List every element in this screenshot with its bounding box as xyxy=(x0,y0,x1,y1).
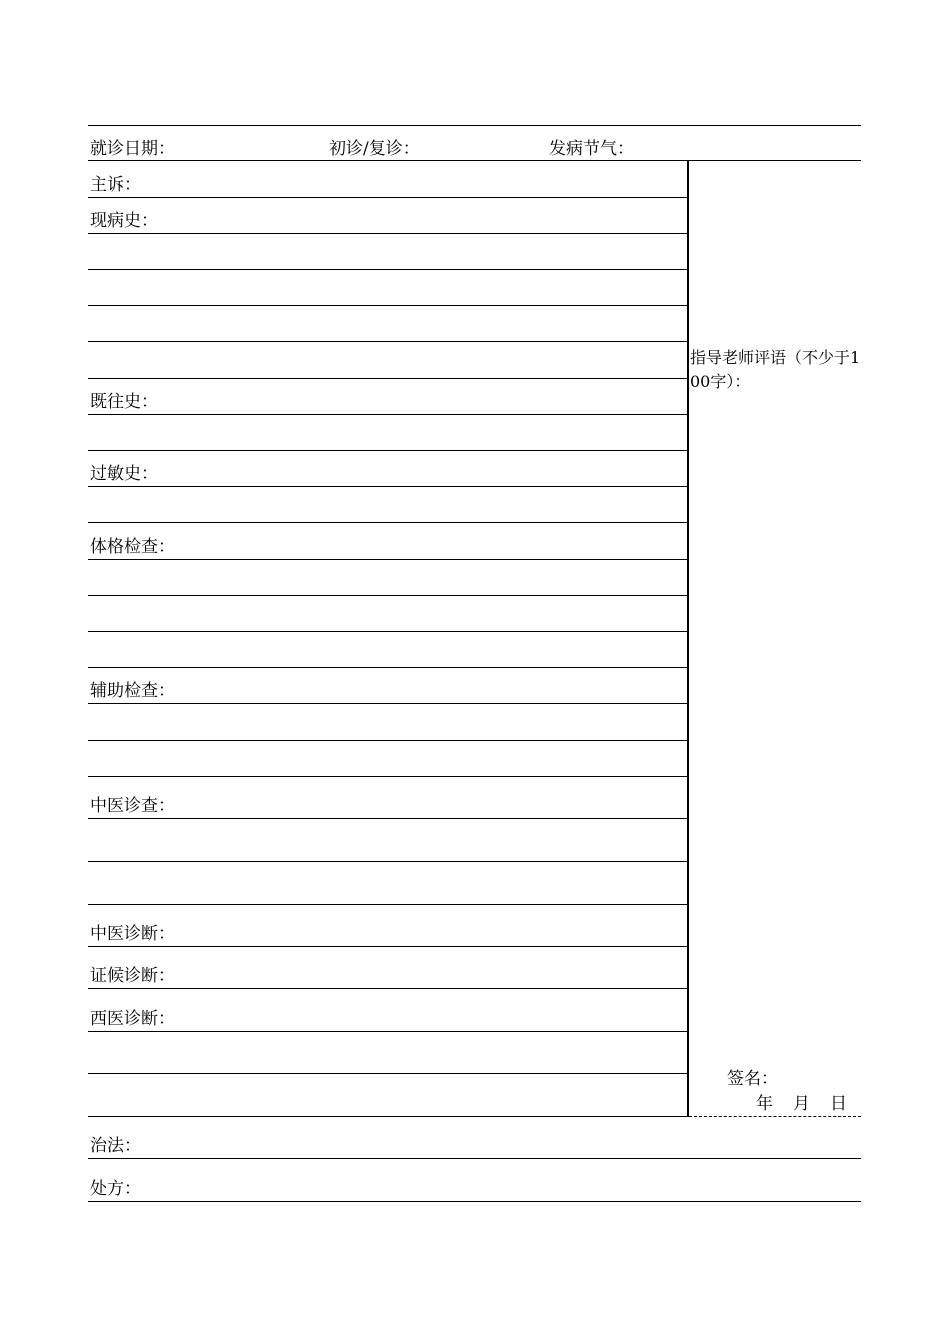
visit-type-label: 初诊/复诊： xyxy=(329,139,420,159)
rule-line xyxy=(88,904,688,905)
rule-line xyxy=(88,861,688,862)
rule-line xyxy=(88,740,688,741)
aux-exam-label: 辅助检查： xyxy=(90,681,175,701)
rule-line xyxy=(88,378,688,379)
tcm-diagnosis-label: 中医诊断： xyxy=(90,924,175,944)
comment-box-title: 指导老师评语（不少于100字）： xyxy=(690,348,861,391)
header-rule xyxy=(88,160,861,161)
past-history-label: 既往史： xyxy=(90,392,158,412)
physical-exam-label: 体格检查： xyxy=(90,537,175,557)
rule-line xyxy=(88,269,688,270)
prescription-rule xyxy=(88,1201,861,1202)
rule-line xyxy=(88,414,688,415)
signature-date xyxy=(756,1094,847,1114)
rule-line xyxy=(88,631,688,632)
rule-line xyxy=(88,1073,688,1074)
solar-term-label: 发病节气： xyxy=(549,139,634,159)
rule-line xyxy=(88,305,688,306)
signature-label: 签名： xyxy=(727,1069,778,1089)
comment-box-bottom-dashed xyxy=(689,1116,861,1117)
prescription-label: 处方： xyxy=(90,1179,141,1199)
date-day: 日 xyxy=(830,1094,847,1114)
tcm-exam-label: 中医诊查： xyxy=(90,796,175,816)
syndrome-diagnosis-label: 证候诊断： xyxy=(90,966,175,986)
rule-line xyxy=(88,559,688,560)
rule-line xyxy=(88,818,688,819)
date-month: 月 xyxy=(793,1094,810,1114)
chief-complaint-label: 主诉： xyxy=(90,175,141,195)
visit-date-label: 就诊日期： xyxy=(90,139,175,159)
rule-line xyxy=(88,988,688,989)
rule-line xyxy=(88,341,688,342)
rule-line xyxy=(88,1031,688,1032)
present-illness-label: 现病史： xyxy=(90,211,158,231)
rule-line xyxy=(88,522,688,523)
treatment-rule xyxy=(88,1158,861,1159)
allergy-label: 过敏史： xyxy=(90,464,158,484)
rule-line xyxy=(88,450,688,451)
rule-line xyxy=(88,595,688,596)
comment-divider xyxy=(687,160,689,1117)
treatment-label: 治法： xyxy=(90,1136,141,1156)
rule-line xyxy=(88,776,688,777)
rule-line xyxy=(88,486,688,487)
rule-line xyxy=(88,667,688,668)
rule-line xyxy=(88,946,688,947)
rule-line xyxy=(88,197,688,198)
rule-line xyxy=(88,1116,688,1117)
western-diagnosis-label: 西医诊断： xyxy=(90,1009,175,1029)
rule-line xyxy=(88,703,688,704)
rule-line xyxy=(88,233,688,234)
date-year: 年 xyxy=(756,1094,773,1114)
top-rule xyxy=(88,125,861,126)
